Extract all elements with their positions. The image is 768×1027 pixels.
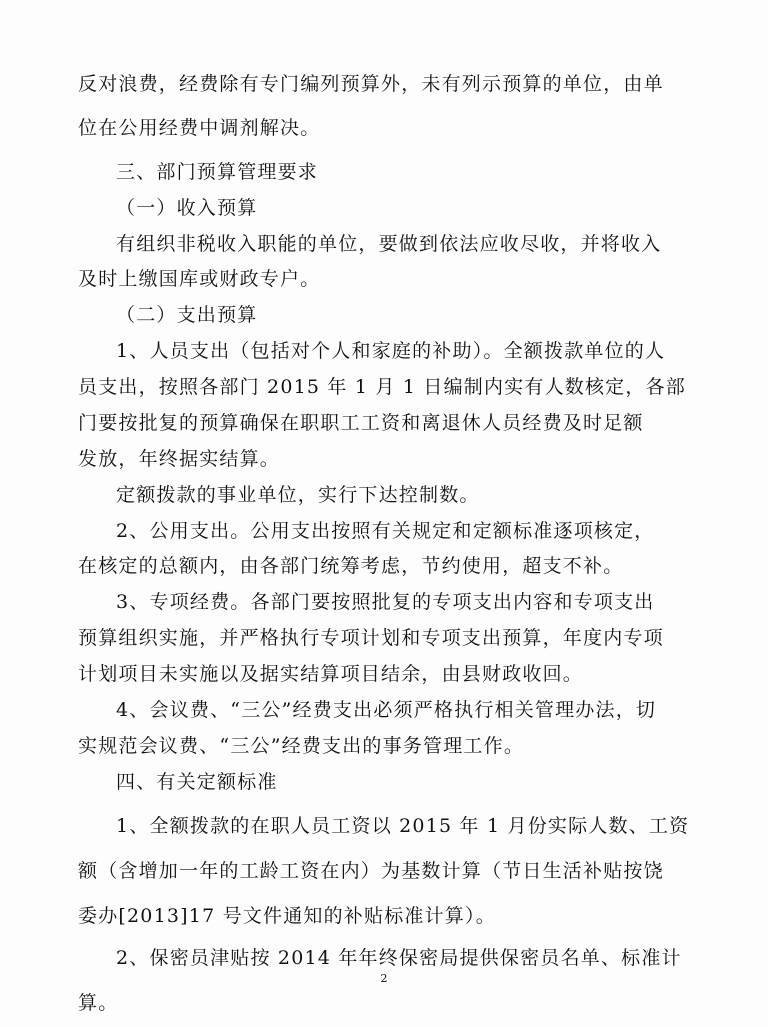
text-line: 1、全额拨款的在职人员工资以 2015 年 1 月份实际人数、工资 [116, 815, 690, 837]
text-line: 及时上缴国库或财政专户。 [78, 268, 321, 290]
subsection-heading: （二）支出预算 [116, 304, 258, 326]
text-line: 在核定的总额内，由各部门统筹考虑，节约使用，超支不补。 [78, 555, 624, 577]
text-line: 1、人员支出（包括对个人和家庭的补助）。全额拨款单位的人 [116, 340, 666, 362]
text-line: 4、会议费、“三公”经费支出必须严格执行相关管理办法，切 [116, 699, 657, 721]
text-line: 反对浪费，经费除有专门编列预算外，未有列示预算的单位，由单 [78, 73, 664, 95]
text-line: 员支出，按照各部门 2015 年 1 月 1 日编制内实有人数核定，各部 [78, 376, 686, 398]
text-line: 2、保密员津贴按 2014 年年终保密局提供保密员名单、标准计 [116, 947, 682, 969]
text-line: 预算组织实施，并严格执行专项计划和专项支出预算，年度内专项 [78, 627, 664, 649]
text-line: 计划项目未实施以及据实结算项目结余，由县财政收回。 [78, 663, 584, 685]
text-line: 门要按批复的预算确保在职职工工资和离退休人员经费及时足额 [78, 412, 644, 434]
section-heading: 四、有关定额标准 [116, 771, 278, 793]
subsection-heading: （一）收入预算 [116, 197, 258, 219]
text-line: 实规范会议费、“三公”经费支出的事务管理工作。 [78, 735, 525, 757]
text-line: 2、公用支出。公用支出按照有关规定和定额标准逐项核定， [116, 520, 655, 542]
text-line: 额（含增加一年的工龄工资在内）为基数计算（节日生活补贴按饶 [78, 860, 664, 882]
text-line: 有组织非税收入职能的单位，要做到依法应收尽收，并将收入 [116, 233, 662, 255]
text-line: 发放，年终据实结算。 [78, 448, 281, 470]
section-heading: 三、部门预算管理要求 [116, 161, 319, 183]
text-line: 委办[2013]17 号文件通知的补贴标准计算）。 [78, 905, 496, 927]
page-number: 2 [380, 972, 388, 985]
text-line: 算。 [78, 992, 119, 1014]
text-line: 3、专项经费。各部门要按照批复的专项支出内容和专项支出 [116, 591, 655, 613]
text-line: 位在公用经费中调剂解决。 [78, 117, 321, 139]
text-line: 定额拨款的事业单位，实行下达控制数。 [116, 484, 480, 506]
